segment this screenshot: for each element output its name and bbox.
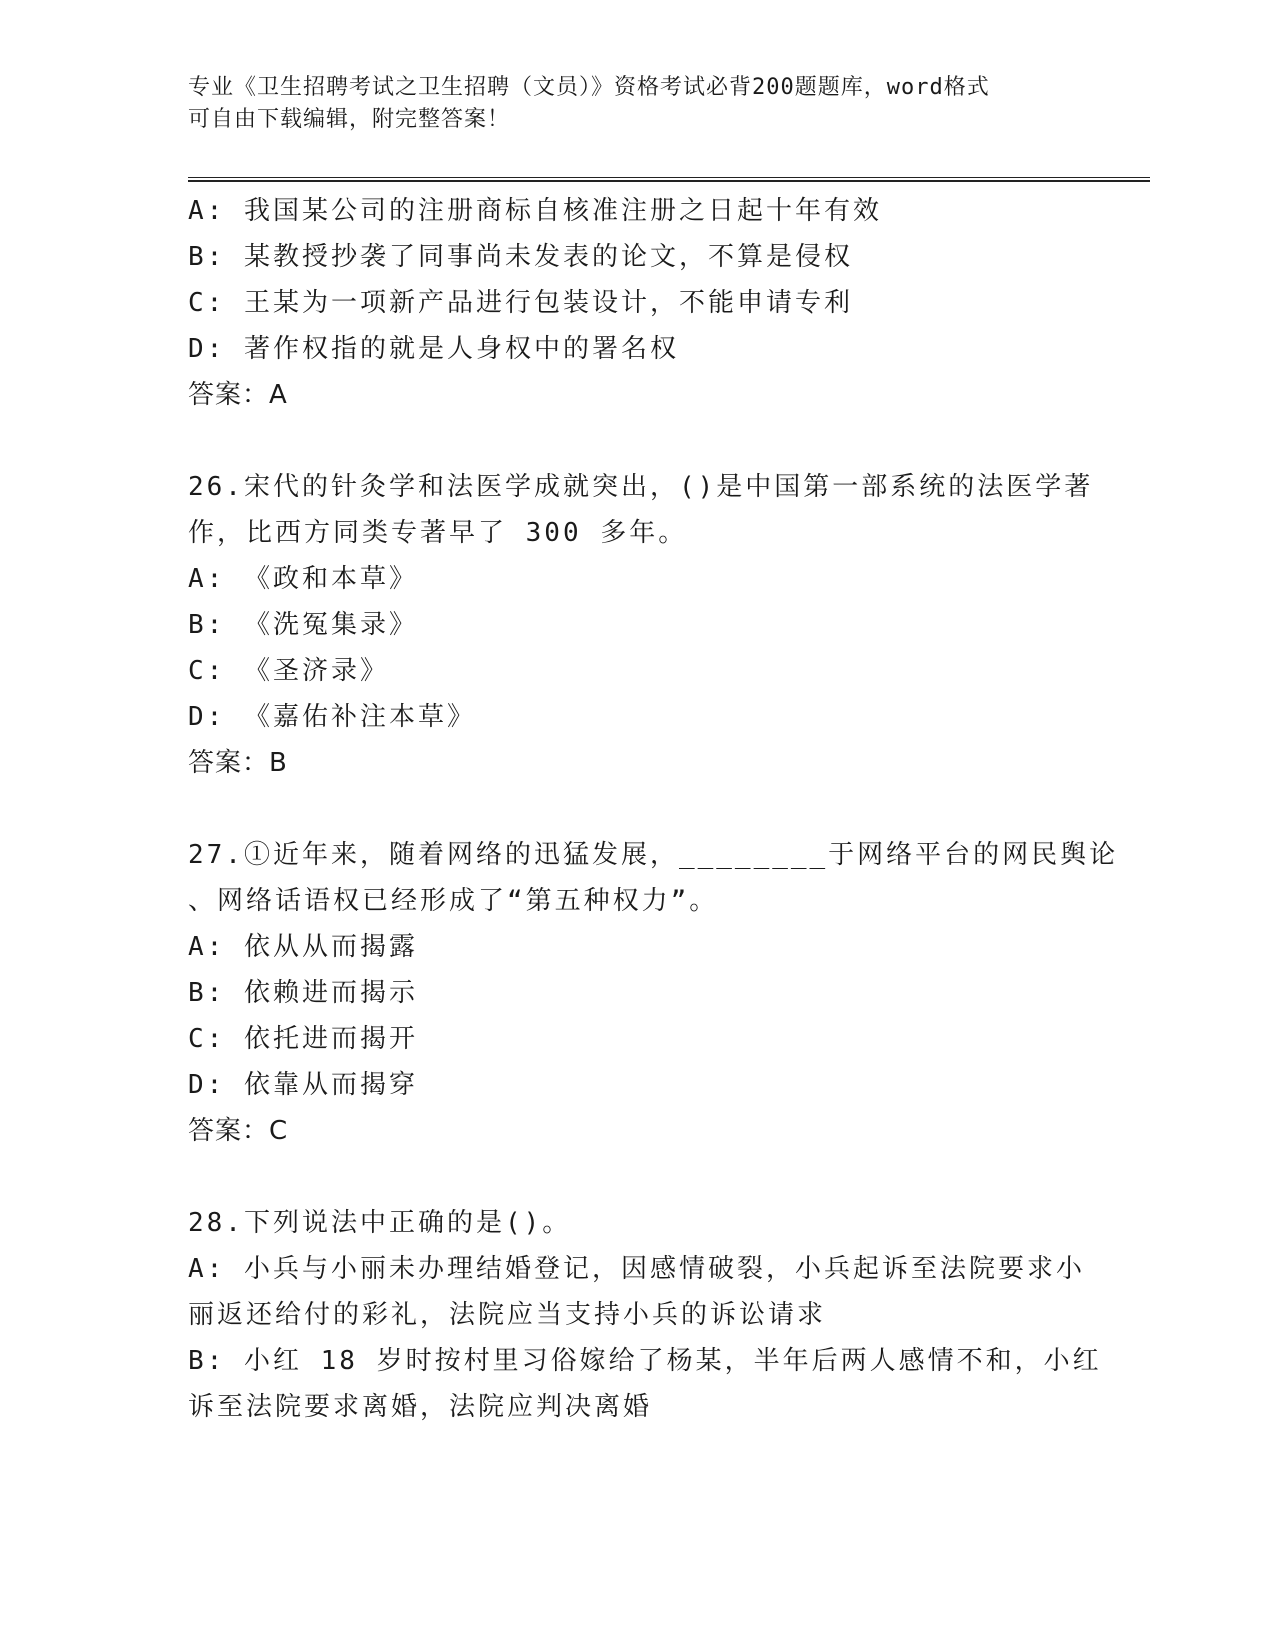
document-header: [188, 72, 1068, 136]
option-a: A: 《政和本草》: [188, 564, 418, 594]
option-b: B: 某教授抄袭了同事尚未发表的论文，不算是侵权: [188, 242, 853, 272]
header-title-line-1: 专业《卫生招聘考试之卫生招聘（文员）》资格考试必背200题题库，word格式: [188, 75, 990, 100]
option-b: B: 依赖进而揭示: [188, 978, 418, 1008]
question-28: [188, 1200, 1102, 1430]
option-a-line-1: A: 小兵与小丽未办理结婚登记，因感情破裂，小兵起诉至法院要求小: [188, 1254, 1085, 1284]
header-divider: [188, 177, 1150, 182]
question-gap: [188, 1154, 1088, 1200]
question-gap: [188, 418, 1088, 464]
document-body: [188, 188, 1119, 1430]
option-a-line-2: 丽返还给付的彩礼，法院应当支持小兵的诉讼请求: [188, 1300, 827, 1330]
question-25: [188, 188, 1088, 418]
question-gap: [188, 786, 1088, 832]
option-a: A: 依从从而揭露: [188, 932, 418, 962]
answer-label: 答案：A: [188, 380, 288, 410]
question-stem-line-1: 26.宋代的针灸学和法医学成就突出，()是中国第一部系统的法医学著: [188, 472, 1094, 502]
option-b-line-1: B: 小红 18 岁时按村里习俗嫁给了杨某，半年后两人感情不和，小红: [188, 1346, 1102, 1376]
option-d: D: 依靠从而揭穿: [188, 1070, 418, 1100]
question-26: [188, 464, 1094, 786]
question-stem-line-1: 28.下列说法中正确的是()。: [188, 1208, 572, 1238]
option-c: C: 《圣济录》: [188, 656, 389, 686]
option-c: C: 王某为一项新产品进行包装设计，不能申请专利: [188, 288, 853, 318]
option-c: C: 依托进而揭开: [188, 1024, 418, 1054]
answer-label: 答案：B: [188, 748, 288, 778]
question-stem-line-2: 作，比西方同类专著早了 300 多年。: [188, 518, 688, 548]
question-27: [188, 832, 1119, 1154]
header-title-line-2: 可自由下载编辑，附完整答案！: [188, 107, 511, 132]
answer-label: 答案：C: [188, 1116, 289, 1146]
option-d: D: 《嘉佑补注本草》: [188, 702, 476, 732]
option-d: D: 著作权指的就是人身权中的署名权: [188, 334, 679, 364]
question-stem-line-2: 、网络话语权已经形成了“第五种权力”。: [188, 886, 719, 916]
option-a: A: 我国某公司的注册商标自核准注册之日起十年有效: [188, 196, 882, 226]
option-b: B: 《洗冤集录》: [188, 610, 418, 640]
option-b-line-2: 诉至法院要求离婚，法院应判决离婚: [188, 1392, 653, 1422]
question-stem-line-1: 27.①近年来，随着网络的迅猛发展，________于网络平台的网民舆论: [188, 840, 1119, 870]
